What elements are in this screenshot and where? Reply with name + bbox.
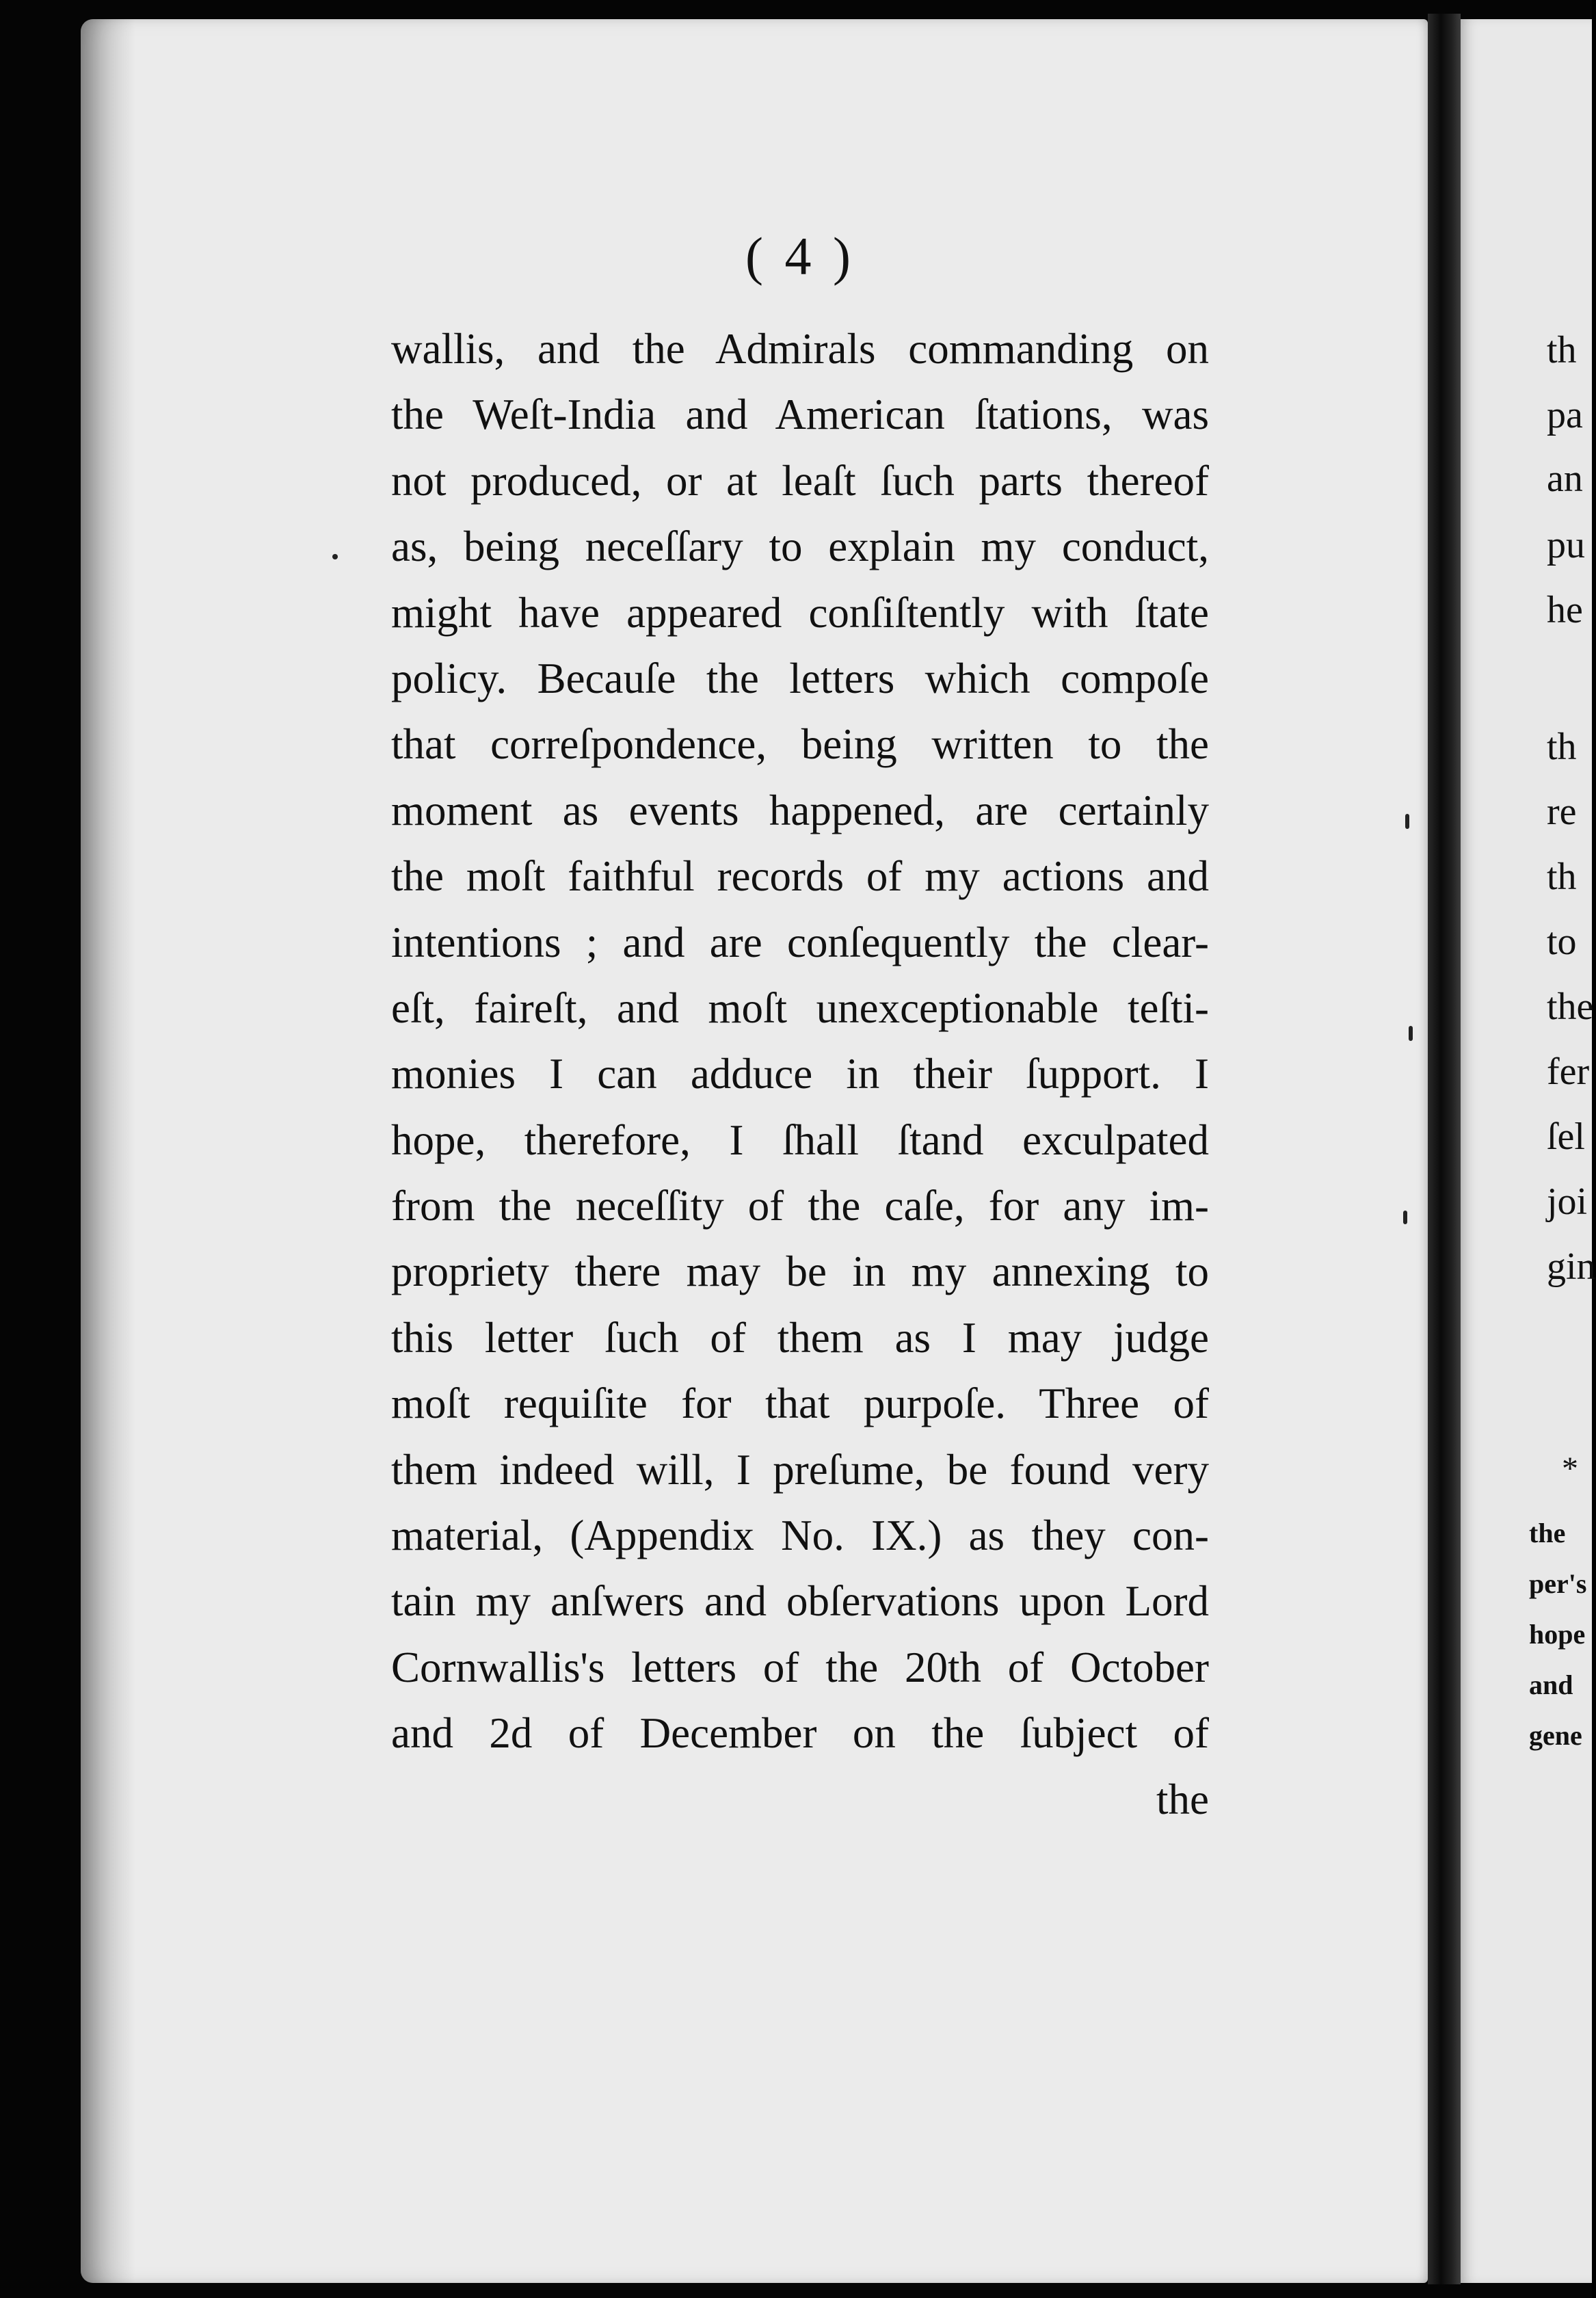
facing-text-line: the <box>1547 986 1594 1028</box>
facing-text-line: an <box>1547 458 1583 500</box>
left-edge-shadow <box>81 19 135 2283</box>
text-line: moſt requiſite for that purpoſe. Three of <box>391 1379 1209 1428</box>
text-line: as, being neceſſary to explain my conduct, <box>391 523 1209 571</box>
facing-text-line: ſel <box>1547 1115 1585 1158</box>
facing-footnote-line: the <box>1529 1518 1566 1548</box>
text-line: material, (Appendix No. IX.) as they con- <box>391 1511 1209 1560</box>
facing-footnote-line: and <box>1529 1669 1573 1700</box>
text-line: propriety there may be in my annexing to <box>391 1247 1209 1296</box>
facing-footnote-line: per's <box>1529 1568 1587 1599</box>
facing-text-line: gin <box>1547 1245 1596 1288</box>
text-line: them indeed will, I preſume, be found very <box>391 1445 1209 1494</box>
text-line: Cornwallis's letters of the 20th of October <box>391 1643 1209 1691</box>
text-line: the moſt faithful records of my actions and <box>391 852 1209 901</box>
facing-text-line: th <box>1547 726 1577 768</box>
facing-text-line: th <box>1547 329 1577 371</box>
text-line: eſt, faireſt, and moſt unexceptionable teſti- <box>391 983 1209 1032</box>
facing-text-line: re <box>1547 791 1577 833</box>
facing-text-line: joi <box>1547 1180 1588 1223</box>
facing-footnote-line: hope <box>1529 1619 1586 1650</box>
facing-text-line: he <box>1547 589 1583 631</box>
text-line: the Weſt-India and American ſtations, was <box>391 391 1209 439</box>
text-line: monies I can adduce in their ſupport. I <box>391 1050 1209 1098</box>
facing-page-text-fragment <box>1529 0 1596 2298</box>
facing-text-line: pa <box>1547 394 1583 436</box>
ink-speck <box>332 554 338 559</box>
page-number: ( 4 ) <box>745 226 855 286</box>
text-line: from the neceſſity of the caſe, for any im- <box>391 1182 1209 1230</box>
facing-text-line: to <box>1547 921 1577 963</box>
book-gutter <box>1428 14 1461 2284</box>
text-line: tain my anſwers and obſervations upon Lord <box>391 1577 1209 1626</box>
text-line: this letter ſuch of them as I may judge <box>391 1313 1209 1362</box>
text-line: hope, therefore, I ſhall ſtand exculpated <box>391 1115 1209 1164</box>
text-line: might have appeared conſiſtently with ſtate <box>391 588 1209 637</box>
text-line: moment as events happened, are certainly <box>391 786 1209 834</box>
facing-footnote-line: gene <box>1529 1720 1582 1751</box>
ink-speck <box>1405 814 1409 829</box>
text-line: not produced, or at leaſt ſuch parts thereof <box>391 456 1209 505</box>
text-line: policy. Becauſe the letters which compoſe <box>391 654 1209 702</box>
text-line: wallis, and the Admirals commanding on <box>391 325 1209 373</box>
text-line: that correſpondence, being written to the <box>391 720 1209 769</box>
catchword: the <box>1156 1775 1209 1823</box>
facing-text-line: pu <box>1547 524 1585 566</box>
text-line: intentions ; and are conſequently the clear- <box>391 918 1209 966</box>
ink-speck <box>1403 1211 1407 1224</box>
facing-text-line: fer <box>1547 1051 1590 1093</box>
facing-text-line: th <box>1547 856 1577 898</box>
main-text-block <box>391 316 1209 1767</box>
footnote-marker: * <box>1562 1451 1578 1487</box>
ink-speck <box>1409 1026 1413 1041</box>
text-line: and 2d of December on the ſubject of <box>391 1709 1209 1758</box>
